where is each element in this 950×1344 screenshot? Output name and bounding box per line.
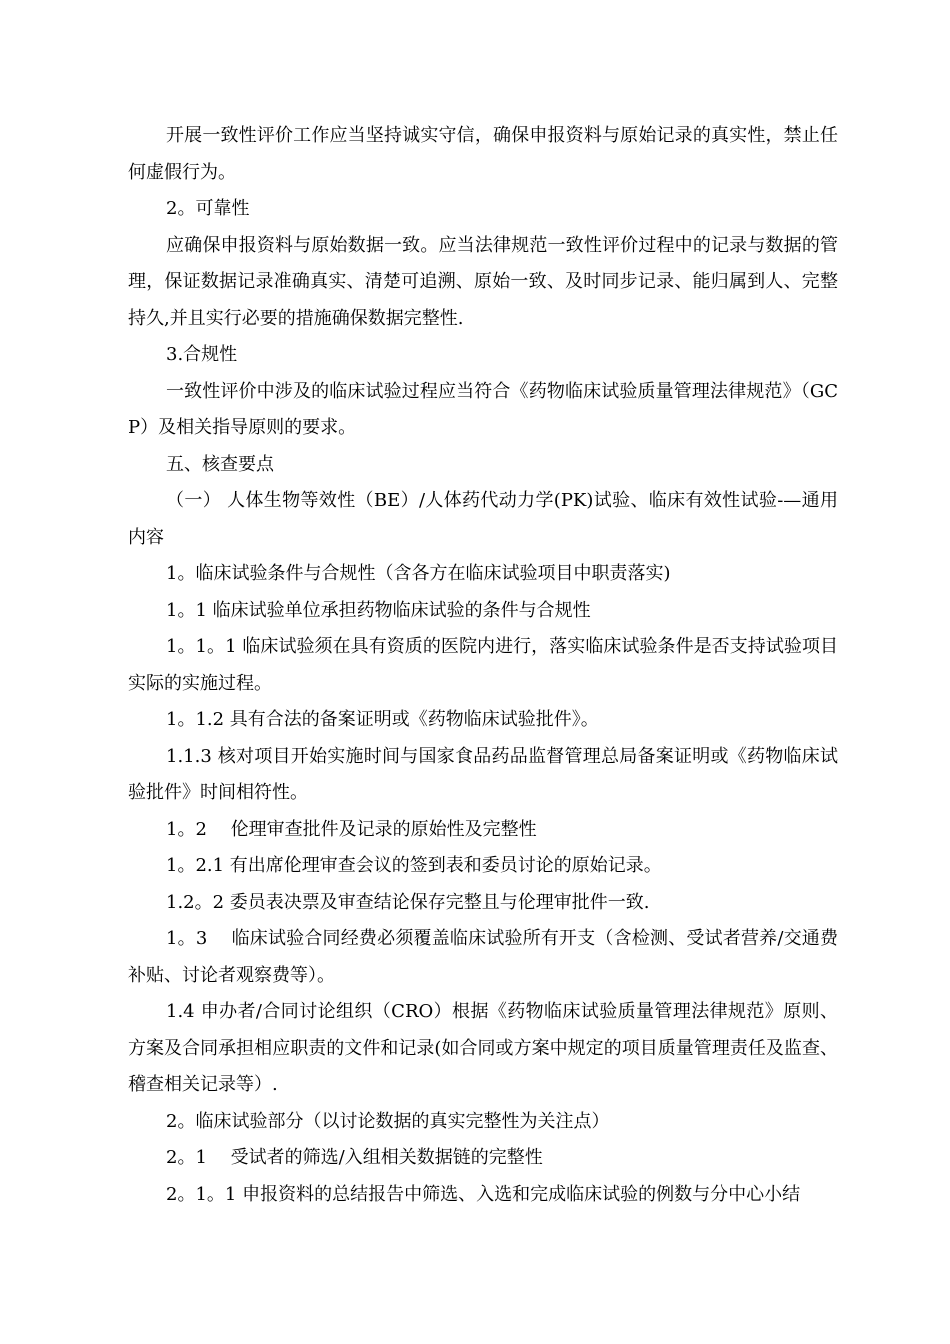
heading-reliability: 2。可靠性 bbox=[166, 198, 250, 219]
item-1-2-2: 1.2。2 委员表决票及审查结论保存完整且与伦理审批件一致. bbox=[166, 891, 650, 913]
item-1-3: 1。3 临床试验合同经费必须覆盖临床试验所有开支（含检测、受试者营养/交通费补贴、讨论者观察费等）。 bbox=[128, 928, 838, 986]
item-1-2: 1。2 伦理审查批件及记录的原始性及完整性 bbox=[166, 818, 537, 840]
item-1-2-1: 1。2.1 有出席伦理审查会议的签到表和委员讨论的原始记录。 bbox=[166, 855, 662, 876]
section-heading-inspection-points: 五、核查要点 bbox=[166, 453, 274, 475]
item-2-1: 2。1 受试者的筛选/入组相关数据链的完整性 bbox=[166, 1147, 543, 1168]
paragraph-reliability: 应确保申报资料与原始数据一致。应当法律规范一致性评价过程中的记录与数据的管理，保证数据记录准确真实、清楚可追溯、原始一致、及时同步记录、能归属到人、完整持久,并且实行必要的措施确保数据完整性. bbox=[128, 234, 838, 329]
item-1-1: 1。1 临床试验单位承担药物临床试验的条件与合规性 bbox=[166, 599, 591, 621]
heading-compliance: 3.合规性 bbox=[166, 344, 238, 365]
paragraph-integrity: 开展一致性评价工作应当坚持诚实守信，确保申报资料与原始记录的真实性，禁止任何虚假行为。 bbox=[128, 125, 838, 183]
item-2-1-1: 2。1。1 申报资料的总结报告中筛选、入选和完成临床试验的例数与分中心小结 bbox=[166, 1183, 801, 1205]
item-1-1-1: 1。1。1 临床试验须在具有资质的医院内进行，落实临床试验条件是否支持试验项目实际的实施过程。 bbox=[128, 636, 838, 694]
item-1-4: 1.4 申办者/合同讨论组织（CRO）根据《药物临床试验质量管理法律规范》原则、方案及合同承担相应职责的文件和记录(如合同或方案中规定的项目质量管理责任及监查、稽查相关记录等）. bbox=[128, 1001, 838, 1095]
item-1-1-3: 1.1.3 核对项目开始实施时间与国家食品药品监督管理总局备案证明或《药物临床试验批件》时间相符性。 bbox=[128, 745, 838, 803]
item-1: 1。临床试验条件与合规性（含各方在临床试验项目中职责落实) bbox=[166, 563, 671, 584]
subsection-heading-general: （一） 人体生物等效性（BE）/人体药代动力学(PK)试验、临床有效性试验-—通用内容 bbox=[128, 490, 838, 548]
paragraph-compliance: 一致性评价中涉及的临床试验过程应当符合《药物临床试验质量管理法律规范》（GCP）及相关指导原则的要求。 bbox=[128, 380, 838, 438]
item-2: 2。临床试验部分（以讨论数据的真实完整性为关注点） bbox=[166, 1110, 610, 1132]
item-1-1-2: 1。1.2 具有合法的备案证明或《药物临床试验批件》。 bbox=[166, 709, 599, 730]
document-body bbox=[128, 118, 838, 1213]
